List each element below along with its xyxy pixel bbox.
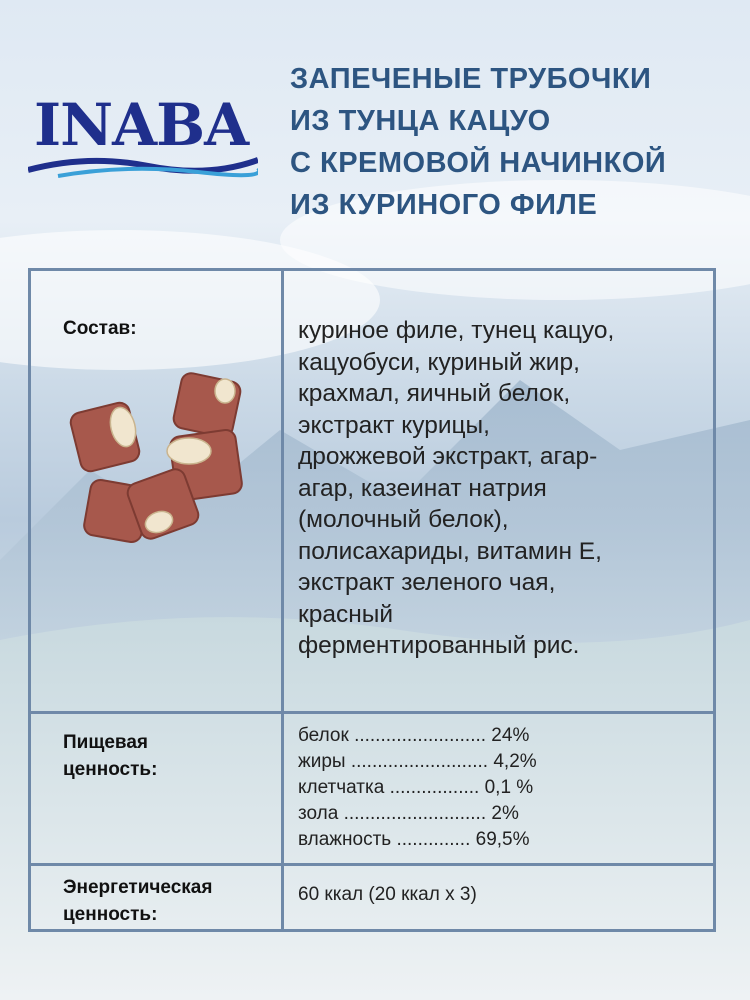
composition-line: экстракт курицы,: [298, 411, 490, 439]
nutrition-label: [63, 729, 157, 783]
composition-line: полисахариды, витамин Е,: [298, 537, 602, 565]
title-line: ИЗ КУРИНОГО ФИЛЕ: [290, 189, 598, 221]
composition-line: красный: [298, 600, 394, 628]
composition-line: (молочный белок),: [298, 506, 509, 533]
brand-name: INABA: [34, 91, 249, 159]
nutrition-row: зола ........................... 2%: [298, 803, 519, 824]
logo-wave-icon: [28, 152, 258, 182]
brand-logo: [28, 90, 258, 180]
nutrition-row: клетчатка ................. 0,1 %: [298, 777, 534, 798]
energy-label-line: Энергетическая: [63, 877, 213, 898]
composition-line: кацуобуси, куриный жир,: [298, 348, 580, 376]
energy-value: 60 ккал (20 ккал х 3): [298, 884, 477, 905]
nutrition-values: [298, 723, 537, 853]
title-line: ЗАПЕЧЕНЫЕ ТРУБОЧКИ: [290, 63, 652, 95]
composition-label: Состав:: [63, 318, 137, 339]
composition-line: крахмал, яичный белок,: [298, 380, 571, 407]
nutrition-row: белок ......................... 24%: [298, 725, 530, 746]
energy-label: [63, 874, 212, 928]
composition-line: дрожжевой экстракт, агар-: [298, 443, 598, 470]
title-line: ИЗ ТУНЦА КАЦУО: [290, 105, 551, 137]
composition-line: экстракт зеленого чая,: [298, 569, 556, 596]
nutrition-row: влажность .............. 69,5%: [298, 829, 530, 850]
info-table: [28, 268, 716, 932]
composition-line: ферментированный рис.: [298, 632, 580, 659]
composition-line: куриное филе, тунец кацуо,: [298, 317, 615, 344]
title-line: С КРЕМОВОЙ НАЧИНКОЙ: [290, 147, 667, 179]
nutrition-row: жиры .......................... 4,2%: [298, 751, 537, 772]
column-divider: [281, 271, 284, 929]
nutrition-label-line: ценность:: [63, 759, 158, 780]
composition-text: [298, 315, 708, 662]
composition-line: агар, казеинат натрия: [298, 474, 547, 502]
energy-label-line: ценность:: [63, 904, 158, 925]
row-divider: [31, 863, 713, 866]
row-divider: [31, 711, 713, 714]
treats-image: [65, 367, 265, 557]
nutrition-label-line: Пищевая: [63, 732, 149, 753]
product-title: [290, 58, 740, 226]
